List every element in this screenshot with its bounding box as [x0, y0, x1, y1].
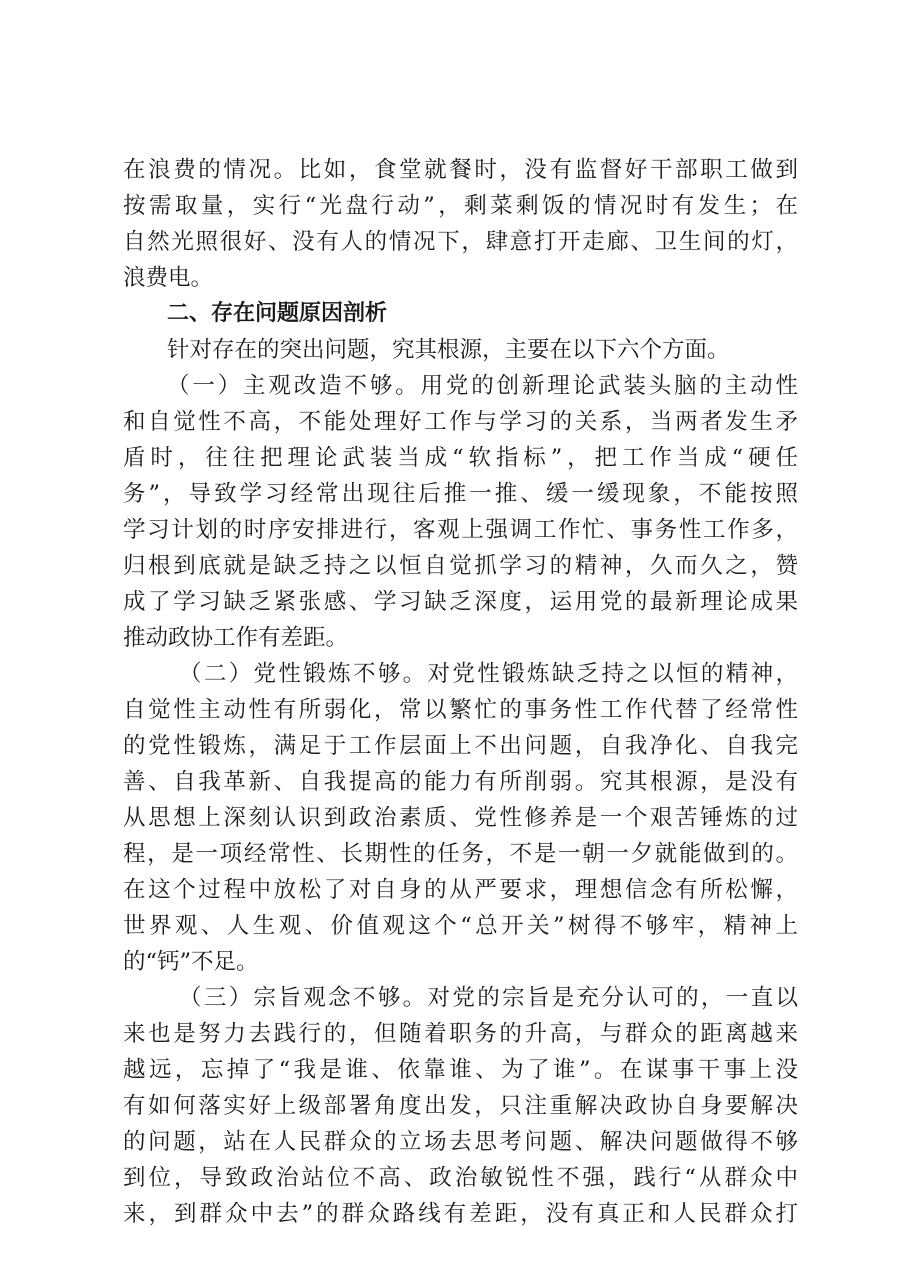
paragraph-line: 越远，忘掉了“我是谁、依靠谁、为了谁”。在谋事干事上没: [123, 1057, 798, 1083]
paragraph-line: （三）宗旨观念不够。对党的宗旨是充分认可的，一直以: [179, 985, 798, 1011]
paragraph-line: 推动政协工作有差距。: [123, 625, 349, 651]
paragraph-line: （一）主观改造不够。用党的创新理论武装头脑的主动性: [167, 373, 798, 399]
paragraph-line: 归根到底就是缺乏持之以恒自觉抓学习的精神，久而久之，赞: [123, 553, 798, 579]
paragraph-line: 的问题，站在人民群众的立场去思考问题、解决问题做得不够: [123, 1129, 798, 1155]
paragraph-line: 成了学习缺乏紧张感、学习缺乏深度，运用党的最新理论成果: [123, 589, 798, 615]
paragraph-line: 学习计划的时序安排进行，客观上强调工作忙、事务性工作多，: [123, 517, 798, 543]
paragraph-line: 自然光照很好、没有人的情况下，肆意打开走廊、卫生间的灯，: [123, 229, 798, 255]
section-heading: 二、存在问题原因剖析: [167, 301, 388, 326]
paragraph-line: 在浪费的情况。比如，食堂就餐时，没有监督好干部职工做到: [123, 157, 798, 183]
paragraph-line: 善、自我革新、自我提高的能力有所削弱。究其根源，是没有: [123, 769, 798, 795]
paragraph-line: 世界观、人生观、价值观这个“总开关”树得不够牢，精神上: [123, 913, 798, 939]
paragraph-line: 来也是努力去践行的，但随着职务的升高，与群众的距离越来: [123, 1021, 798, 1047]
paragraph-line: 浪费电。: [123, 265, 214, 291]
paragraph-line: （二）党性锻炼不够。对党性锻炼缺乏持之以恒的精神，: [179, 661, 798, 687]
document-body: [123, 152, 798, 1232]
paragraph-line: 来，到群众中去”的群众路线有差距，没有真正和人民群众打: [123, 1201, 798, 1227]
paragraph-line: 从思想上深刻认识到政治素质、党性修养是一个艰苦锤炼的过: [123, 805, 798, 831]
paragraph-line: 务”，导致学习经常出现往后推一推、缓一缓现象，不能按照: [123, 481, 798, 507]
paragraph-line: 的党性锻炼，满足于工作层面上不出问题，自我净化、自我完: [123, 733, 798, 759]
paragraph-line: 盾时，往往把理论武装当成“软指标”，把工作当成“硬任: [123, 445, 798, 471]
paragraph-line: 按需取量，实行“光盘行动”，剩菜剩饭的情况时有发生；在: [123, 193, 798, 219]
paragraph-line: 有如何落实好上级部署角度出发，只注重解决政协自身要解决: [123, 1093, 798, 1119]
paragraph-line: 程，是一项经常性、长期性的任务，不是一朝一夕就能做到的。: [123, 841, 798, 867]
paragraph-line: 自觉性主动性有所弱化，常以繁忙的事务性工作代替了经常性: [123, 697, 798, 723]
paragraph-line: 到位，导致政治站位不高、政治敏锐性不强，践行“从群众中: [123, 1165, 798, 1191]
paragraph-line: 针对存在的突出问题，究其根源，主要在以下六个方面。: [167, 337, 730, 363]
paragraph-line: 在这个过程中放松了对自身的从严要求，理想信念有所松懈，: [123, 877, 798, 903]
paragraph-line: 的“钙”不足。: [123, 949, 259, 975]
paragraph-line: 和自觉性不高，不能处理好工作与学习的关系，当两者发生矛: [123, 409, 798, 435]
